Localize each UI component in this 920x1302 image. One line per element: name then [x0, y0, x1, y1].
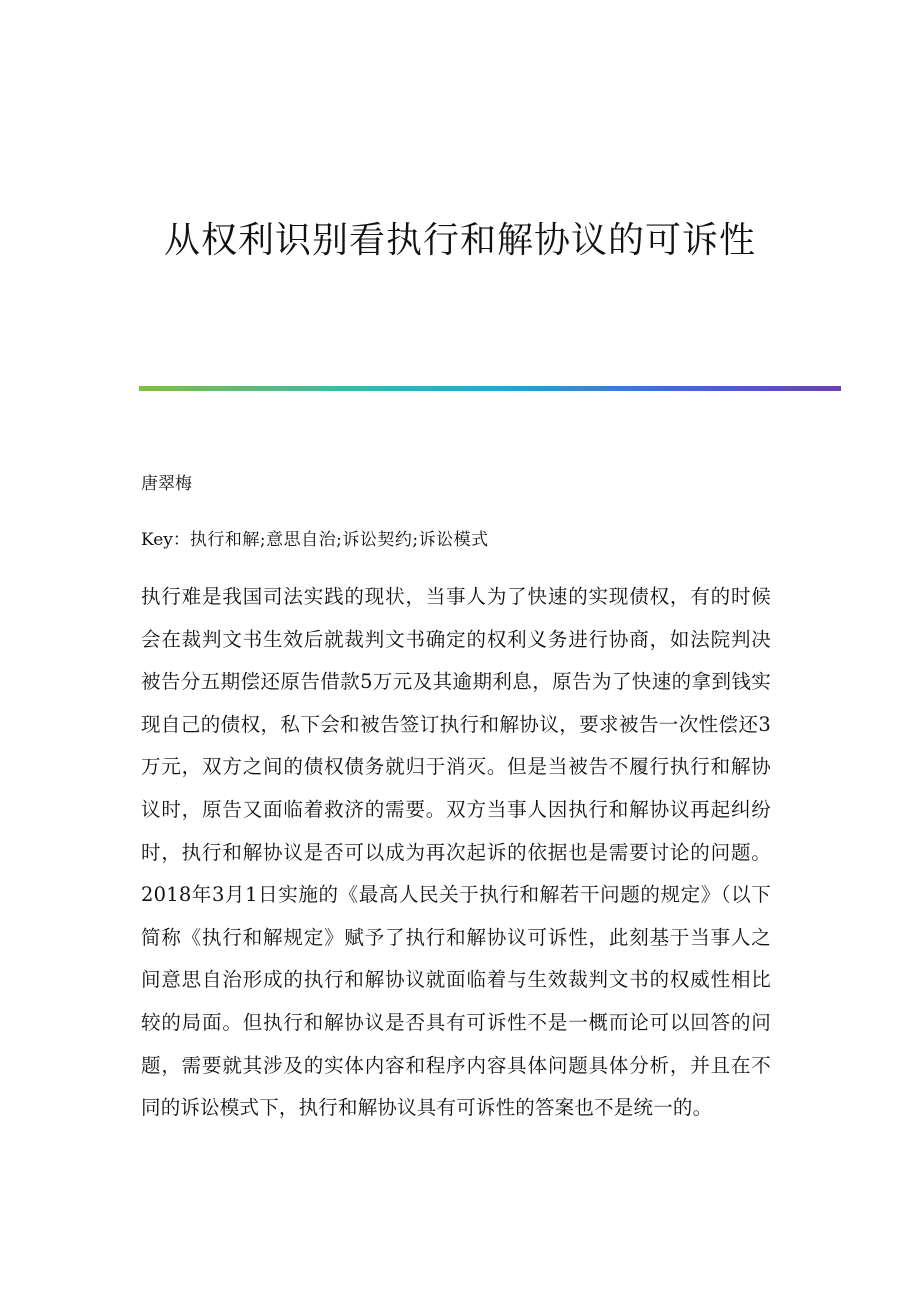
document-title: 从权利识别看执行和解协议的可诉性 — [163, 220, 756, 261]
body-paragraph: 执行难是我国司法实践的现状，当事人为了快速的实现债权，有的时候会在裁判文书生效后就裁判文书确定的权利义务进行协商，如法院判决被告分五期偿还原告借款5万元及其逾期利息，原告为了快速的拿到钱实现自己的债权，私下会和被告签订执行和解协议，要求被告一次性偿还3万元，双方之间的债权债务就归于消灭。但是当被告不履行执行和解协议时，原告又面临着救济的需要。双方当事人因执行和解协议再起纠纷时，执行和解协议是否可以成为再次起诉的依据也是需要讨论的问题。2018年3月1日实施的《最高人民关于执行和解若干问题的规定》（以下简称《执行和解规定》赋予了执行和解协议可诉性，此刻基于当事人之间意思自治形成的执行和解协议就面临着与生效裁判文书的权威性相比较的局面。但执行和解协议是否具有可诉性不是一概而论可以回答的问题，需要就其涉及的实体内容和程序内容具体问题具体分析，并且在不同的诉讼模式下，执行和解协议具有可诉性的答案也不是统一的。 — [141, 585, 771, 1120]
keywords-list: 执行和解;意思自治;诉讼契约;诉讼模式 — [189, 530, 489, 550]
keywords-label: Key： — [141, 530, 190, 550]
author-name: 唐翠梅 — [141, 474, 192, 494]
title-divider-rule — [139, 386, 841, 391]
keywords-line — [141, 528, 489, 552]
